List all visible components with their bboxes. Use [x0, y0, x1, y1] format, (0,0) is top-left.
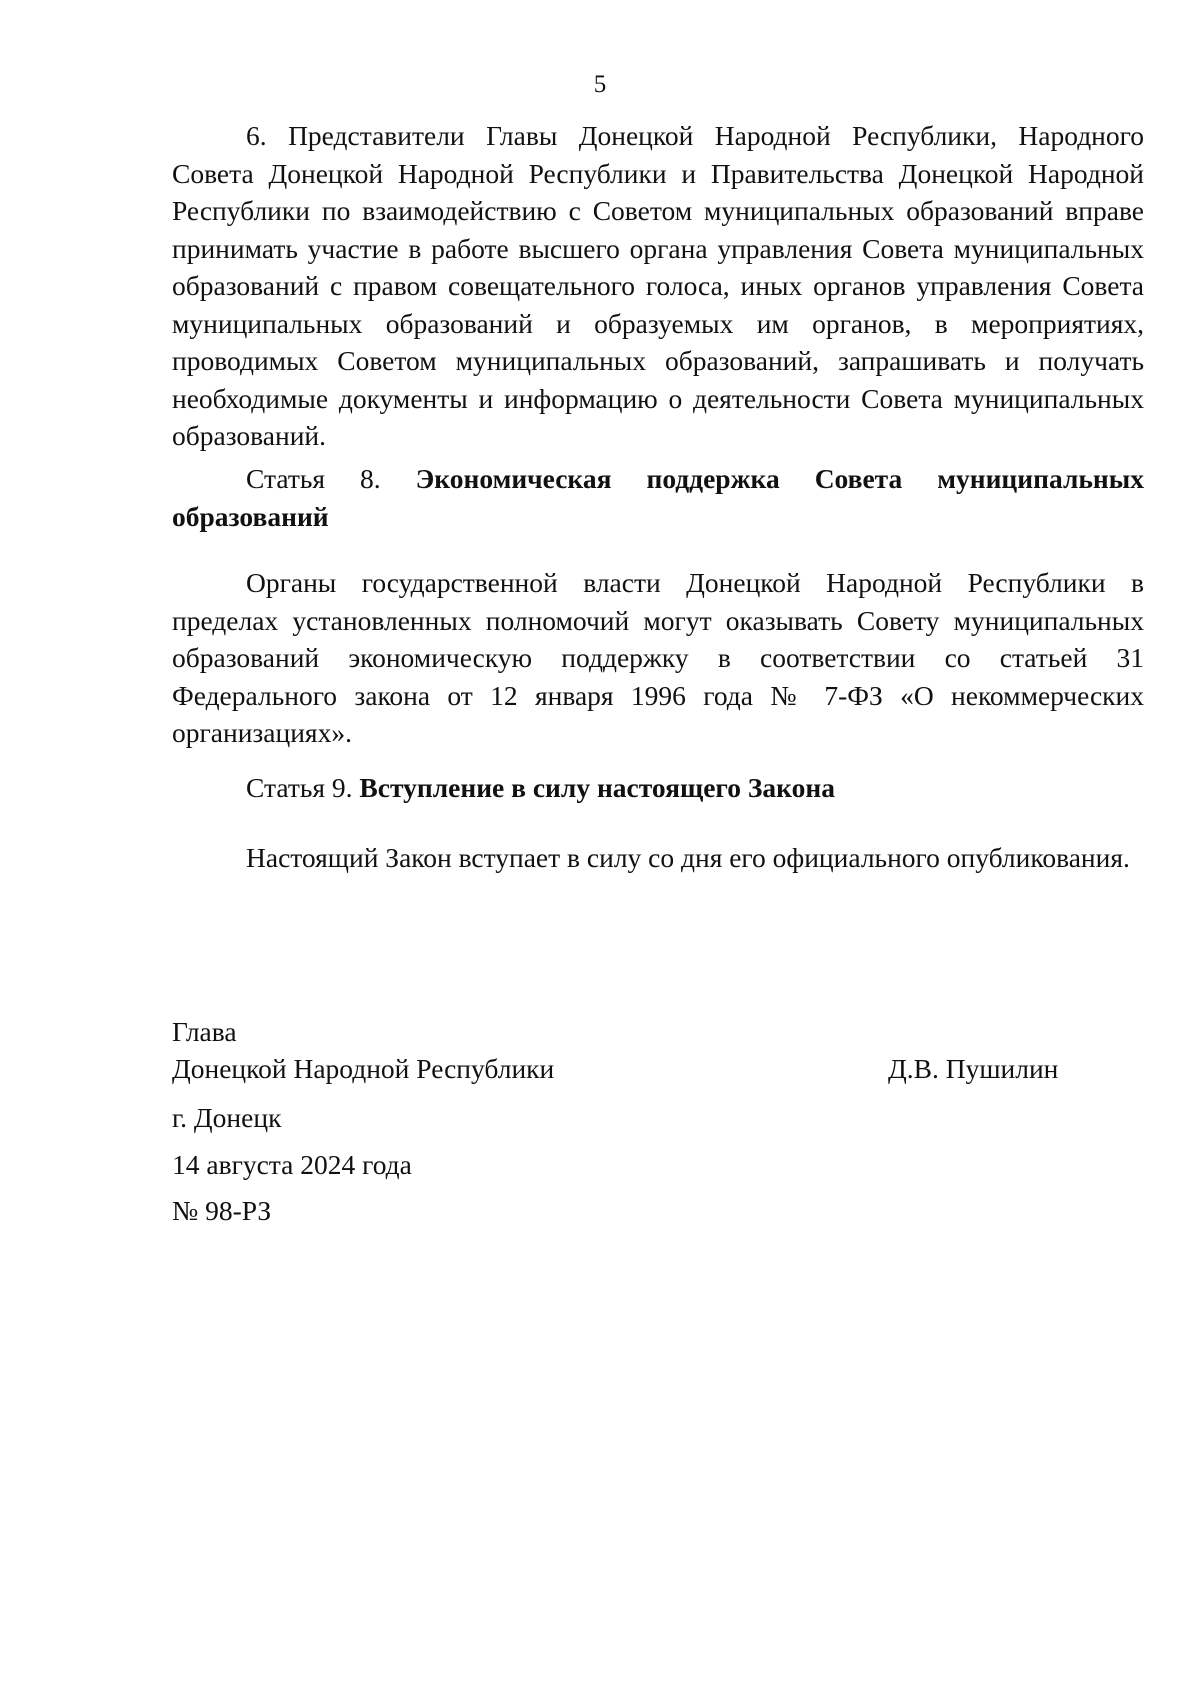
signing-date: 14 августа 2024 года — [172, 1149, 412, 1180]
article-8-title: Экономическая поддержка Совета муниципальных образований — [172, 463, 1144, 532]
signatory-position-line-2: Донецкой Народной Республики — [172, 1053, 555, 1084]
item-6-paragraph: 6. Представители Главы Донецкой Народной Республики, Народного Совета Донецкой Народной Республики и Правительства Донецкой Народной Республики по взаимодействию с Советом муниципальных образований вправе принимать участие в работе высшего органа управления Совета муниципальных образований с правом совещательного голоса, иных органов управления Совета муниципальных образований и образуемых им органов, в мероприятиях, проводимых Советом муниципальных образований, запрашивать и получать необходимые документы и информацию о деятельности Совета муниципальных образований. — [172, 120, 1144, 451]
item-6-block — [172, 117, 1144, 455]
signing-city: г. Донецк — [172, 1102, 282, 1133]
article-9-heading-block — [172, 769, 1144, 807]
signatory-name: Д.В. Пушилин — [888, 1053, 1059, 1084]
article-8-heading — [172, 460, 1144, 535]
article-8-label: Статья 8. — [246, 463, 381, 494]
article-9-body: Настоящий Закон вступает в силу со дня его официального опубликования. — [246, 842, 1130, 873]
article-8-heading-block — [172, 460, 1144, 535]
signatory-position-line-1: Глава — [172, 1016, 237, 1047]
article-9-label: Статья 9. — [246, 772, 353, 803]
article-8-body: Органы государственной власти Донецкой Народной Республики в пределах установленных полномочий могут оказывать Совету муниципальных образований экономическую поддержку в соответствии со статьей 31 Федерального закона от 12 января 1996 года № 7-ФЗ «О некоммерческих организациях». — [172, 567, 1144, 748]
article-9-title: Вступление в силу настоящего Закона — [359, 772, 835, 803]
article-9-body-block — [172, 839, 1144, 877]
article-8-body-block — [172, 564, 1144, 752]
article-9-heading — [172, 769, 1144, 807]
page-number: 5 — [593, 71, 607, 98]
law-number: № 98-РЗ — [172, 1195, 272, 1226]
